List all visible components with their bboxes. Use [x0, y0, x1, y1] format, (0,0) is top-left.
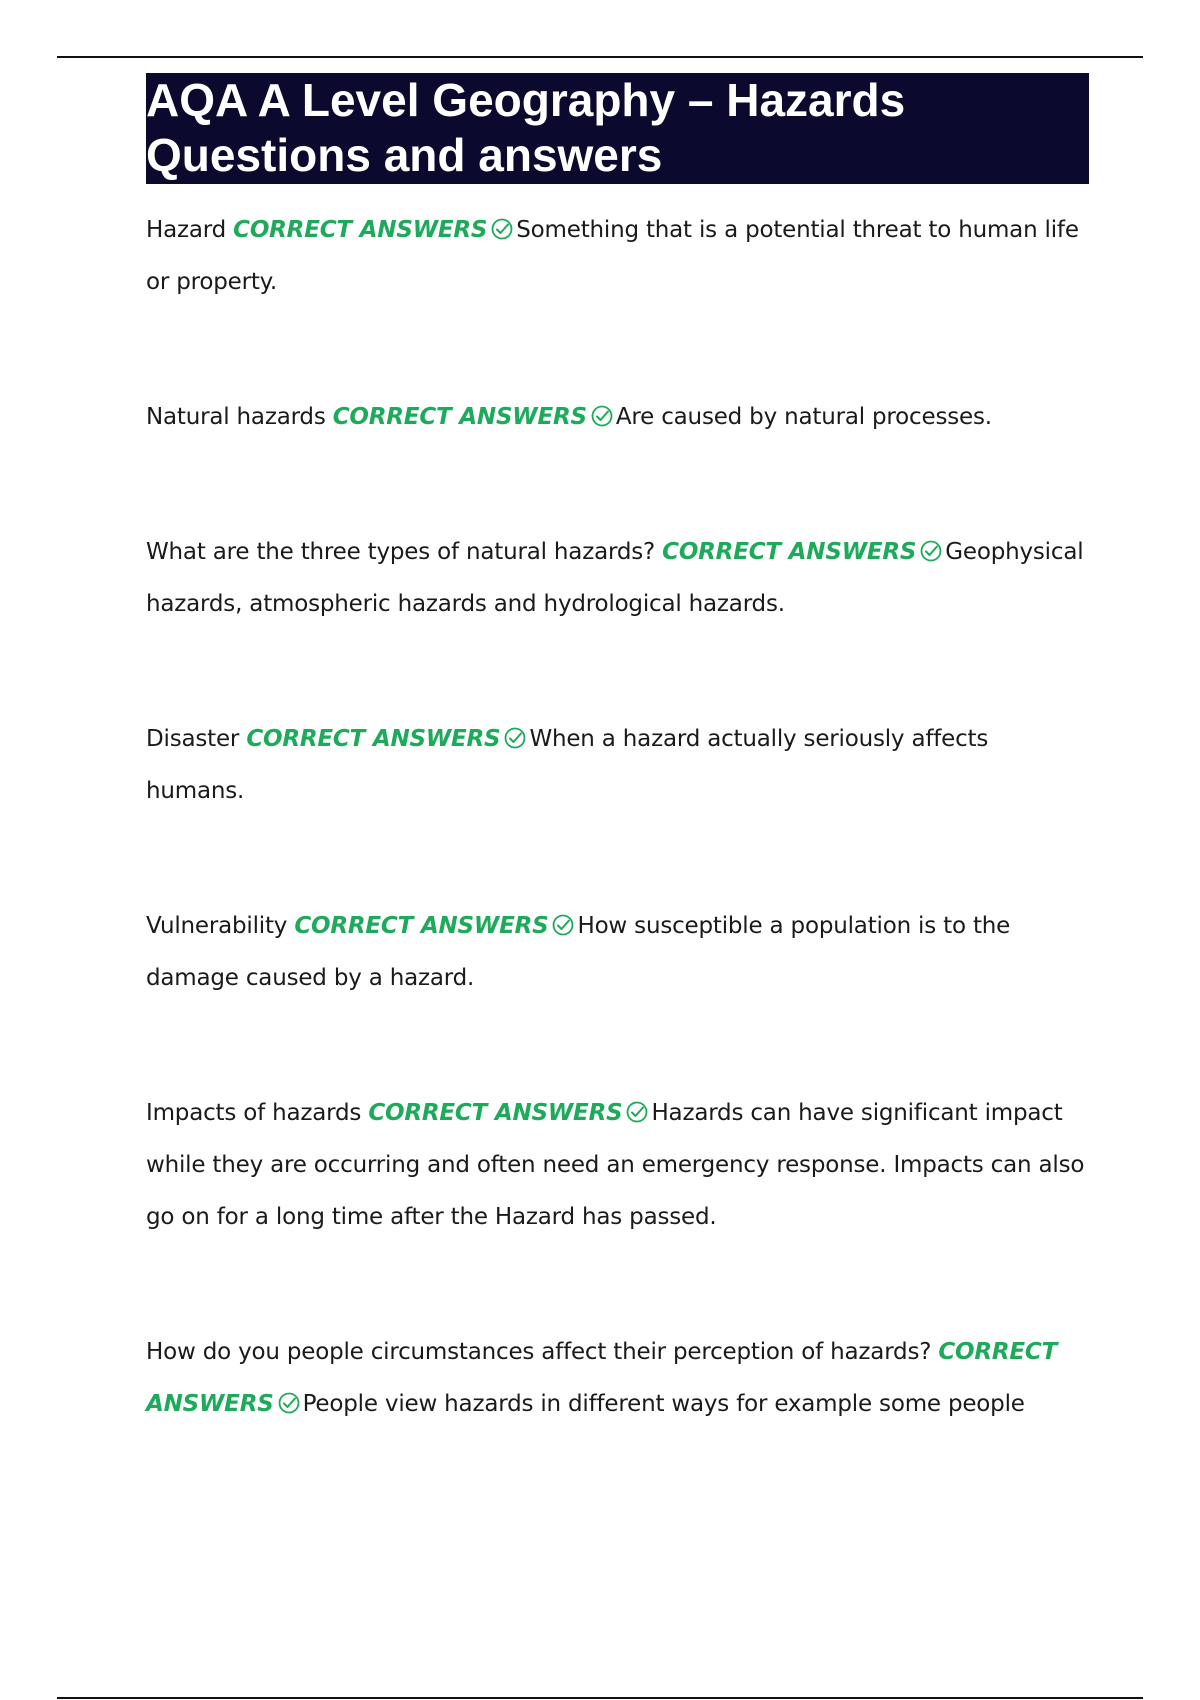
answer-text: Something that is a potential threat to human life or property. — [146, 217, 1079, 295]
check-circle-icon — [503, 726, 527, 750]
qa-item-impacts-of-hazards — [146, 1087, 1091, 1243]
check-circle-icon — [625, 1100, 649, 1124]
title-line-2: Questions and answers — [146, 129, 663, 181]
title-line-1: AQA A Level Geography – Hazards — [146, 74, 906, 126]
answer-tag: CORRECT ANSWERS — [294, 913, 549, 939]
check-circle-icon — [490, 217, 514, 241]
question-text: How do you people circumstances affect their perception of hazards? — [146, 1339, 932, 1365]
answer-tag: CORRECT ANSWERS — [233, 217, 488, 243]
check-circle-icon — [590, 404, 614, 428]
answer-text: Are caused by natural processes. — [615, 404, 992, 430]
question-text: Disaster — [146, 726, 240, 752]
check-circle-icon — [551, 913, 575, 937]
answer-text: People view hazards in different ways for example some people — [302, 1391, 1025, 1417]
question-text: Impacts of hazards — [146, 1100, 362, 1126]
question-text: Natural hazards — [146, 404, 326, 430]
top-rule — [57, 56, 1143, 58]
qa-item-disaster — [146, 713, 1091, 817]
question-text: Vulnerability — [146, 913, 288, 939]
check-circle-icon — [277, 1391, 301, 1415]
qa-item-perception — [146, 1326, 1091, 1430]
question-text: What are the three types of natural hazards? — [146, 539, 656, 565]
document-title — [146, 73, 1089, 184]
qa-item-vulnerability — [146, 900, 1091, 1004]
qa-item-natural-hazards — [146, 391, 1091, 443]
answer-text: How susceptible a population is to the damage caused by a hazard. — [146, 913, 1011, 991]
check-circle-icon — [919, 539, 943, 563]
answer-text: Geophysical hazards, atmospheric hazards and hydrological hazards. — [146, 539, 1084, 617]
answer-tag: CORRECT ANSWERS — [662, 539, 917, 565]
answer-tag: CORRECT ANSWERS — [246, 726, 501, 752]
answer-tag: CORRECT ANSWERS — [146, 1339, 1058, 1417]
qa-item-hazard — [146, 204, 1091, 308]
answer-text: Hazards can have significant impact while they are occurring and often need an emergency response. Impacts can also go on for a long time after the Hazard has passed. — [146, 1100, 1085, 1230]
bottom-rule — [57, 1697, 1143, 1699]
answer-text: When a hazard actually seriously affects humans. — [146, 726, 989, 804]
qa-list — [146, 204, 1091, 1513]
qa-item-types-of-hazards — [146, 526, 1091, 630]
question-text: Hazard — [146, 217, 227, 243]
answer-tag: CORRECT ANSWERS — [368, 1100, 623, 1126]
answer-tag: CORRECT ANSWERS — [332, 404, 587, 430]
